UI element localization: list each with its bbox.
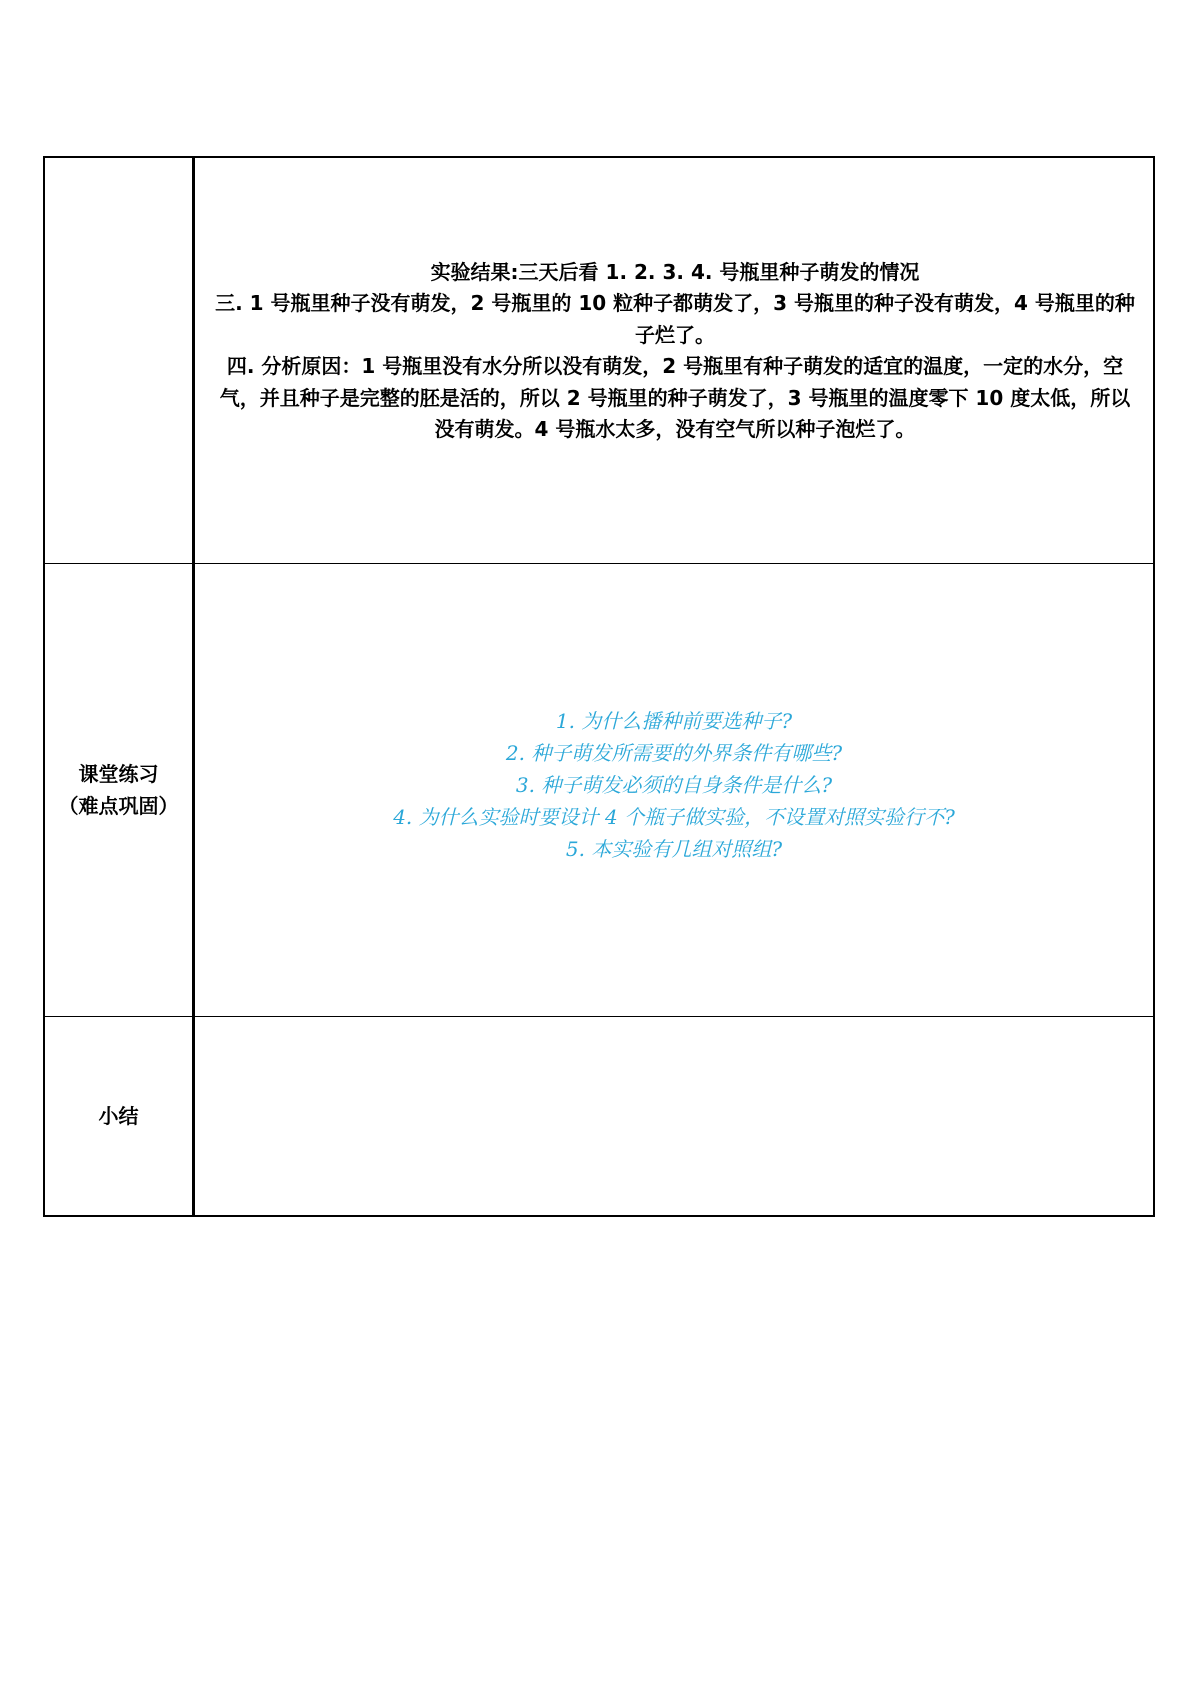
question-item: 5. 本实验有几组对照组? [565,836,783,861]
results-row [44,157,1154,563]
question-list [195,705,1153,865]
question-item: 2. 种子萌发所需要的外界条件有哪些? [505,740,843,765]
results-content-cell [194,157,1155,563]
practice-label-cell [44,563,194,1016]
practice-label-title: 课堂练习 [78,761,159,786]
summary-content-cell [194,1016,1155,1216]
question-item: 4. 为什么实验时要设计 4 个瓶子做实验，不设置对照实验行不? [393,804,955,829]
summary-row [44,1016,1154,1216]
practice-label-subtitle: （难点巩固） [58,793,179,818]
results-label-cell [44,157,194,563]
practice-content-cell [194,563,1155,1016]
lesson-table [43,156,1155,1217]
results-line-heading: 实验结果:三天后看 1. 2. 3. 4. 号瓶里种子萌发的情况 [430,259,920,284]
results-line-analysis: 四. 分析原因：1 号瓶里没有水分所以没有萌发，2 号瓶里有种子萌发的适宜的温度，一定的水分，空气，并且种子是完整的胚是活的，所以 2 号瓶里的种子萌发了，3 号瓶里的温度零下 10 度太低，所以没有萌发。4 号瓶水太多，没有空气所以种子泡烂了。 [219,354,1131,442]
practice-row [44,563,1154,1016]
question-item: 3. 种子萌发必须的自身条件是什么? [515,772,833,797]
summary-label-cell: 小结 [44,1016,194,1216]
results-line-observation: 三. 1 号瓶里种子没有萌发，2 号瓶里的 10 粒种子都萌发了，3 号瓶里的种子没有萌发，4 号瓶里的种子烂了。 [215,291,1135,347]
question-item: 1. 为什么播种前要选种子? [555,708,793,733]
results-text [195,257,1153,446]
